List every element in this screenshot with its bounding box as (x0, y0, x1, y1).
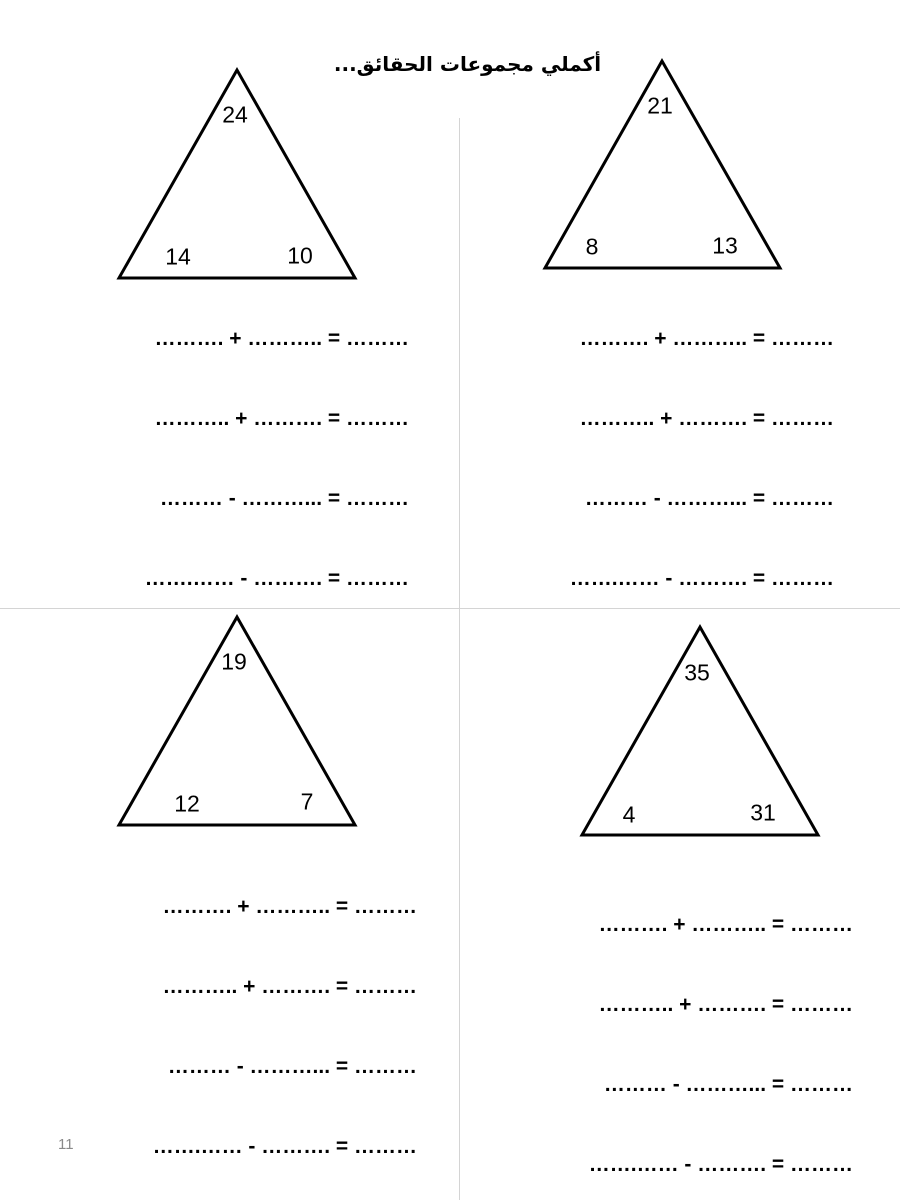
equation-line: ……… - ………... = ……… (159, 487, 409, 510)
triangle-top-number: 21 (647, 92, 673, 119)
equation-line: …….…… - ………. = ……… (144, 567, 409, 590)
equation-line: …….…… - ………. = ……… (588, 1153, 853, 1176)
equation-line: …….…… - ………. = ……… (569, 567, 834, 590)
triangle-right-number: 31 (750, 799, 776, 826)
triangle-top-number: 19 (221, 648, 247, 675)
equation-line: …….…… - ………. = ……… (152, 1135, 417, 1158)
triangle-left-number: 8 (585, 233, 599, 260)
triangle-left-number: 12 (174, 790, 200, 817)
equation-line: ………. + ……….. = ……… (598, 913, 853, 936)
equation-line: ……….. + ………. = ……… (162, 975, 417, 998)
triangle-left-number: 14 (165, 243, 191, 270)
equation-line: ……… - ………... = ……… (584, 487, 834, 510)
triangle-top-number: 35 (684, 659, 710, 686)
triangle-right-number: 10 (287, 242, 313, 269)
triangle-right-number: 13 (712, 232, 738, 259)
equation-line: ……….. + ………. = ……… (154, 407, 409, 430)
triangle-top-number: 24 (222, 101, 248, 128)
worksheet-title: أكملي مجموعات الحقائق... (333, 52, 602, 76)
equation-line: ……… - ………... = ……… (167, 1055, 417, 1078)
triangle-right-number: 7 (300, 788, 314, 815)
equation-line: ………. + ……….. = ……… (162, 895, 417, 918)
equation-line: ……….. + ………. = ……… (579, 407, 834, 430)
equation-line: ……… - ………... = ……… (603, 1073, 853, 1096)
equation-line: ……….. + ………. = ……… (598, 993, 853, 1016)
triangle-left-number: 4 (622, 801, 636, 828)
page-number: 11 (58, 1136, 74, 1153)
equation-line: ………. + ……….. = ……… (154, 327, 409, 350)
equation-line: ………. + ……….. = ……… (579, 327, 834, 350)
